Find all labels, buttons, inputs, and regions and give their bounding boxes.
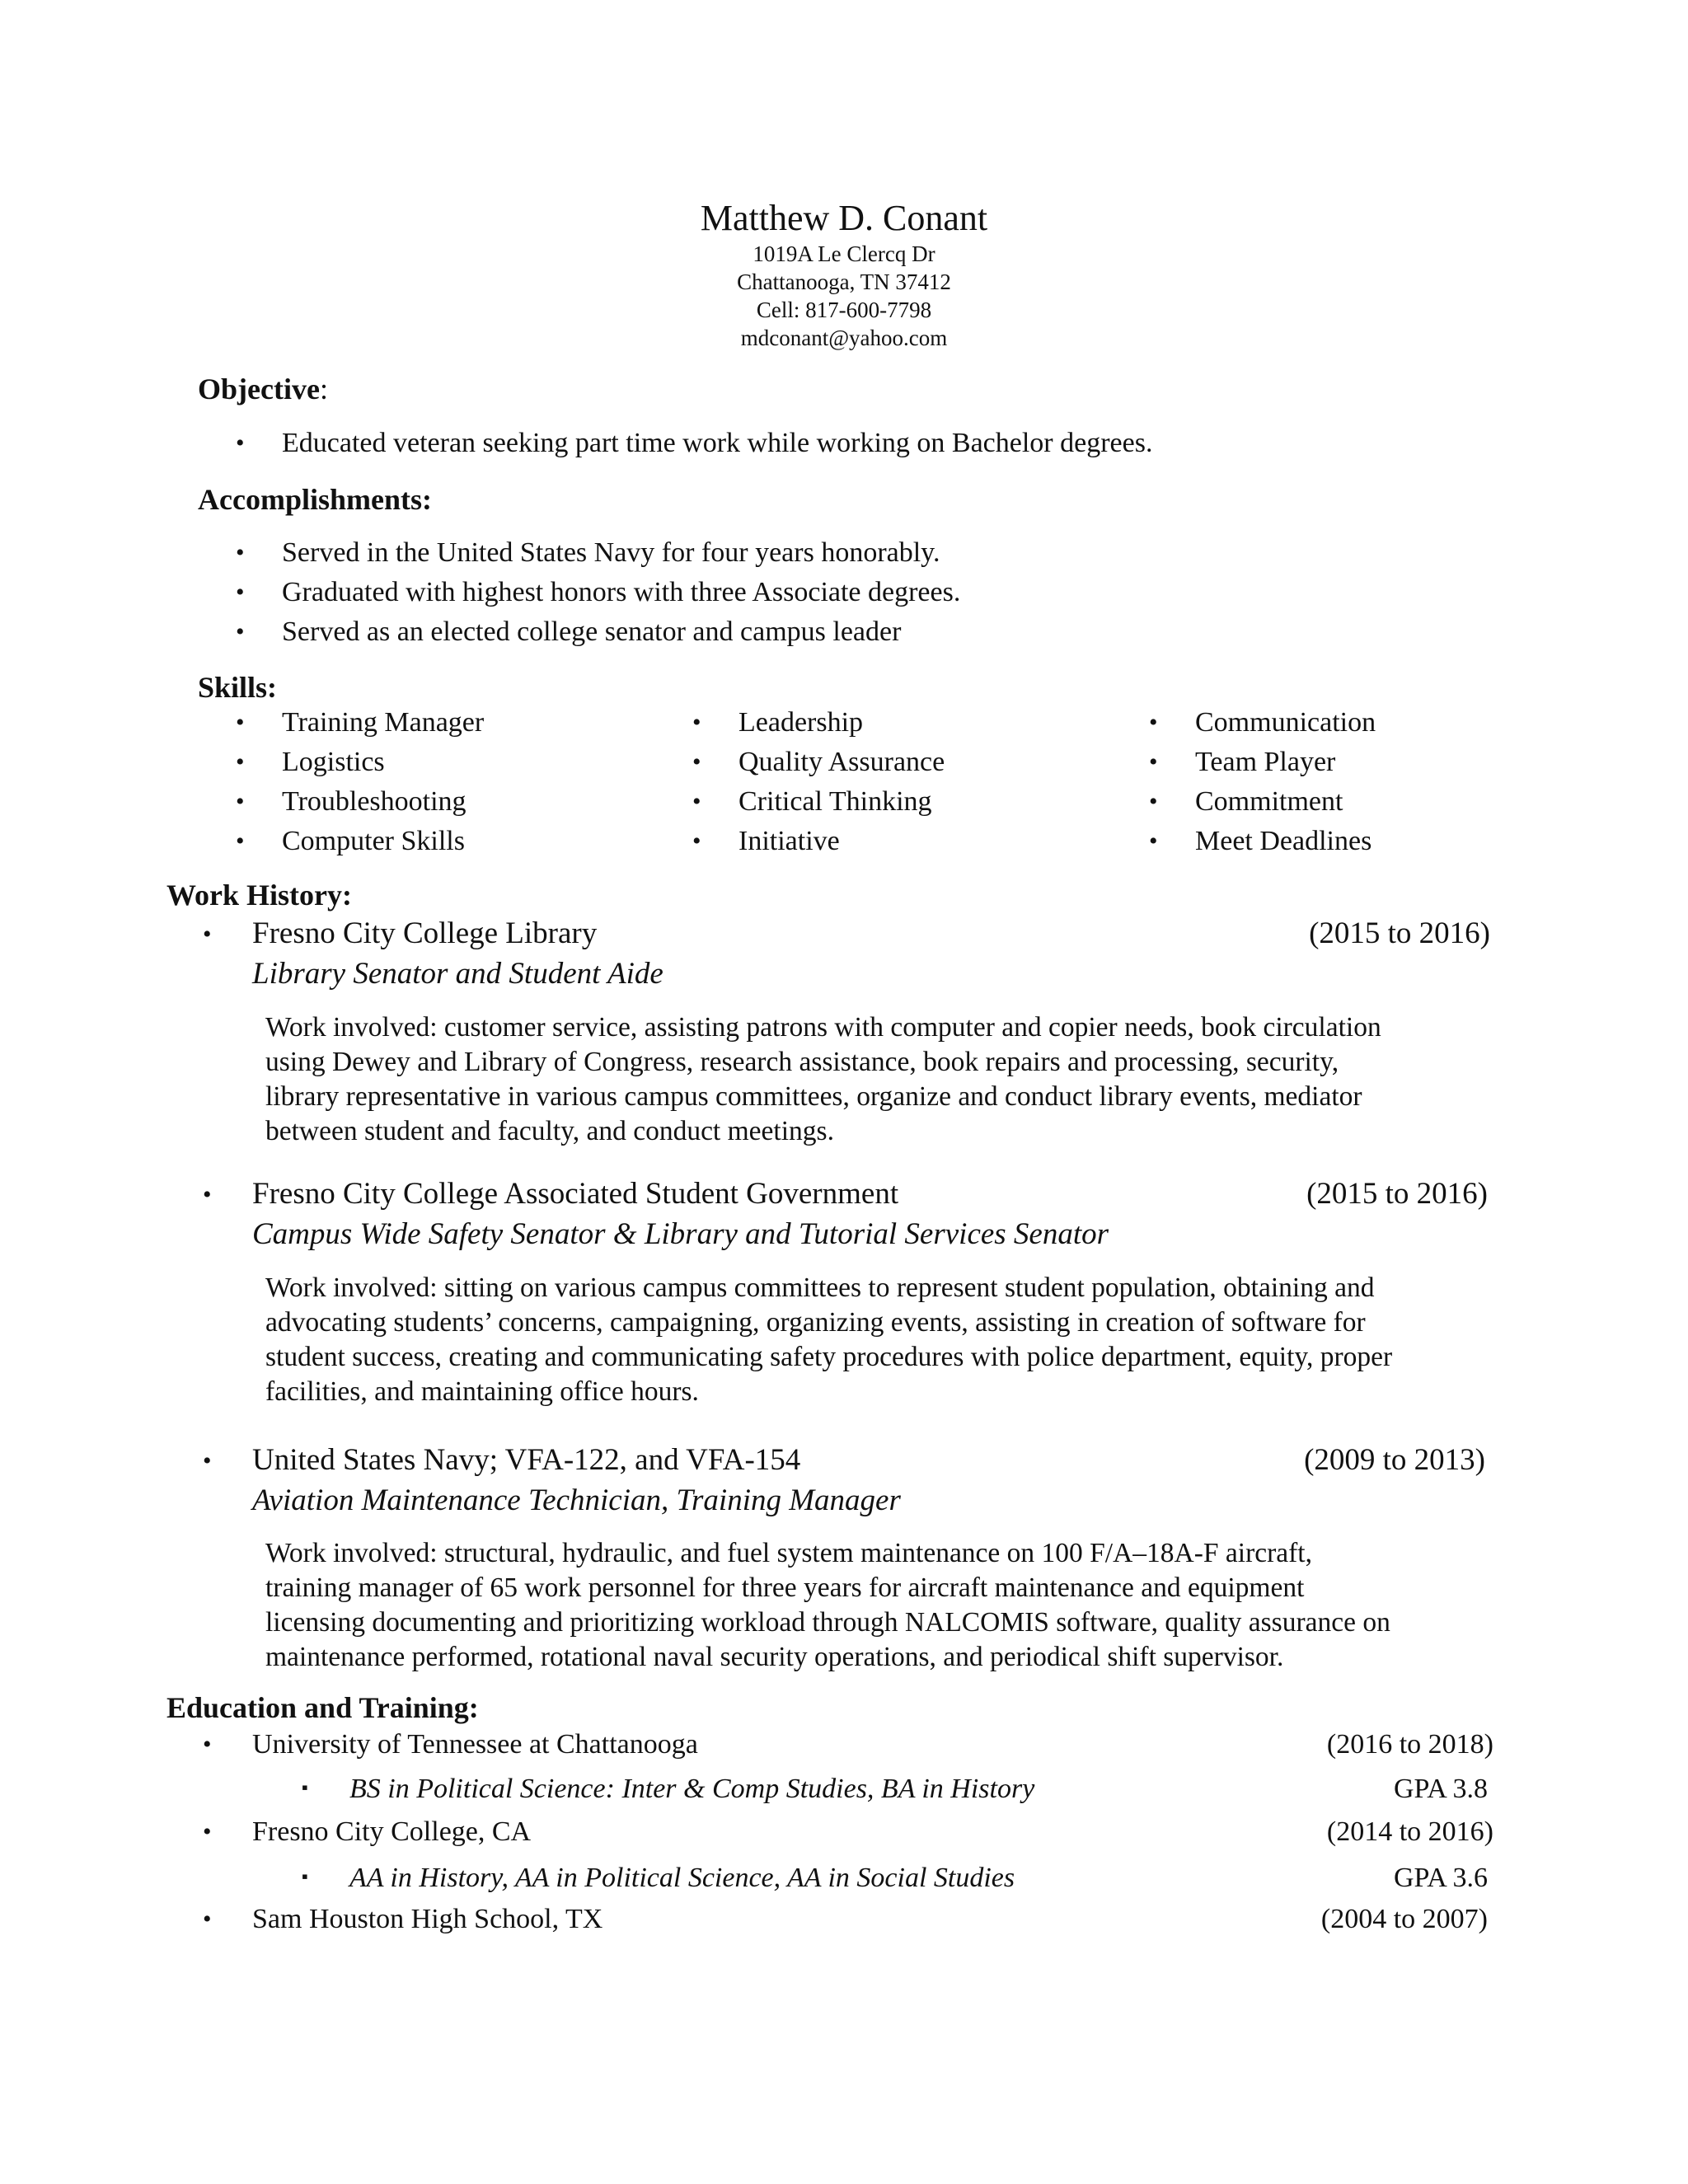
description-line: training manager of 65 work personnel for three years for aircraft maintenance and equipment: [265, 1572, 1305, 1603]
skill-item: Team Player: [1195, 747, 1336, 777]
skills-heading: Skills:: [198, 671, 278, 704]
work-description: [265, 1271, 1493, 1409]
bullet-icon: •: [1149, 748, 1158, 776]
skill-item: Computer Skills: [282, 826, 465, 856]
education-gpa: GPA 3.8: [1393, 1774, 1488, 1804]
email-address: mdconant@yahoo.com: [740, 326, 948, 350]
bullet-icon: •: [236, 788, 245, 815]
description-line: maintenance performed, rotational naval security operations, and periodical shift supervisor.: [265, 1642, 1284, 1672]
skill-item: Critical Thinking: [738, 786, 932, 817]
skill-item: Initiative: [738, 826, 840, 856]
work-history-heading: Work History:: [166, 879, 352, 912]
bullet-icon: •: [236, 579, 245, 606]
bullet-icon: •: [692, 827, 701, 855]
resume-name: Matthew D. Conant: [700, 198, 988, 238]
work-organization: Fresno City College Library: [252, 916, 598, 950]
work-role: Library Senator and Student Aide: [252, 957, 663, 991]
skill-item: Logistics: [282, 747, 385, 777]
description-line: library representative in various campus committees, organize and conduct library events, mediator: [265, 1081, 1362, 1112]
work-description: [265, 1536, 1493, 1675]
square-bullet-icon: ▪: [302, 1866, 308, 1886]
work-dates: (2009 to 2013): [1304, 1443, 1485, 1477]
work-role: Campus Wide Safety Senator & Library and Tutorial Services Senator: [252, 1217, 1109, 1251]
bullet-icon: •: [692, 788, 701, 815]
objective-heading: [198, 371, 328, 407]
accomplishment-item: Graduated with highest honors with three Associate degrees.: [282, 577, 961, 607]
work-organization: United States Navy; VFA-122, and VFA-154: [252, 1443, 801, 1477]
description-line: between student and faculty, and conduct meetings.: [265, 1116, 834, 1146]
address-line-2: Chattanooga, TN 37412: [737, 269, 951, 294]
description-line: advocating students’ concerns, campaigning, organizing events, assisting in creation of software for: [265, 1307, 1366, 1338]
work-dates: (2015 to 2016): [1309, 916, 1490, 950]
bullet-icon: •: [692, 709, 701, 736]
bullet-icon: •: [236, 709, 245, 736]
bullet-icon: •: [203, 1731, 212, 1758]
bullet-icon: •: [236, 748, 245, 776]
skill-item: Meet Deadlines: [1195, 826, 1372, 856]
address-line-1: 1019A Le Clercq Dr: [753, 241, 935, 266]
objective-heading-text: Objective: [198, 373, 320, 405]
education-degree: BS in Political Science: Inter & Comp Studies, BA in History: [349, 1774, 1035, 1804]
description-line: Work involved: structural, hydraulic, and fuel system maintenance on 100 F/A–18A-F aircraft,: [265, 1538, 1312, 1568]
work-organization: Fresno City College Associated Student Government: [252, 1177, 899, 1211]
skill-item: Training Manager: [282, 707, 485, 738]
work-description: [265, 1010, 1493, 1149]
education-dates: (2016 to 2018): [1326, 1729, 1493, 1760]
description-line: Work involved: customer service, assisting patrons with computer and copier needs, book circulation: [265, 1012, 1381, 1043]
education-school: Sam Houston High School, TX: [252, 1904, 603, 1934]
bullet-icon: •: [236, 827, 245, 855]
bullet-icon: •: [203, 1447, 212, 1474]
skill-item: Troubleshooting: [282, 786, 467, 817]
work-dates: (2015 to 2016): [1306, 1177, 1488, 1211]
description-line: licensing documenting and prioritizing workload through NALCOMIS software, quality assurance on: [265, 1607, 1390, 1638]
accomplishments-heading: Accomplishments:: [198, 483, 432, 516]
skill-item: Leadership: [738, 707, 864, 738]
work-role: Aviation Maintenance Technician, Training Manager: [252, 1483, 901, 1517]
bullet-icon: •: [203, 1905, 212, 1933]
bullet-icon: •: [236, 429, 245, 457]
education-degree: AA in History, AA in Political Science, AA in Social Studies: [349, 1863, 1015, 1893]
accomplishment-item: Served in the United States Navy for four years honorably.: [282, 537, 940, 568]
objective-heading-colon: :: [319, 373, 328, 405]
bullet-icon: •: [1149, 709, 1158, 736]
description-line: using Dewey and Library of Congress, research assistance, book repairs and processing, security,: [265, 1047, 1339, 1077]
education-school: Fresno City College, CA: [252, 1816, 532, 1847]
skill-item: Communication: [1195, 707, 1376, 738]
skill-item: Commitment: [1195, 786, 1343, 817]
education-dates: (2014 to 2016): [1326, 1816, 1493, 1847]
square-bullet-icon: ▪: [302, 1777, 308, 1797]
bullet-icon: •: [692, 748, 701, 776]
description-line: facilities, and maintaining office hours.: [265, 1376, 699, 1407]
accomplishment-item: Served as an elected college senator and campus leader: [282, 616, 902, 647]
bullet-icon: •: [236, 618, 245, 645]
skill-item: Quality Assurance: [738, 747, 945, 777]
description-line: student success, creating and communicating safety procedures with police department, equity, proper: [265, 1342, 1393, 1372]
bullet-icon: •: [1149, 788, 1158, 815]
education-gpa: GPA 3.6: [1393, 1863, 1488, 1893]
education-heading: Education and Training:: [166, 1691, 479, 1724]
bullet-icon: •: [203, 1818, 212, 1845]
objective-item: Educated veteran seeking part time work while working on Bachelor degrees.: [282, 428, 1153, 458]
bullet-icon: •: [1149, 827, 1158, 855]
bullet-icon: •: [203, 1181, 212, 1208]
education-school: University of Tennessee at Chattanooga: [252, 1729, 698, 1760]
description-line: Work involved: sitting on various campus committees to represent student population, obtaining and: [265, 1272, 1375, 1303]
cell-phone: Cell: 817-600-7798: [756, 298, 932, 322]
bullet-icon: •: [203, 921, 212, 948]
education-dates: (2004 to 2007): [1320, 1904, 1488, 1934]
bullet-icon: •: [236, 539, 245, 566]
